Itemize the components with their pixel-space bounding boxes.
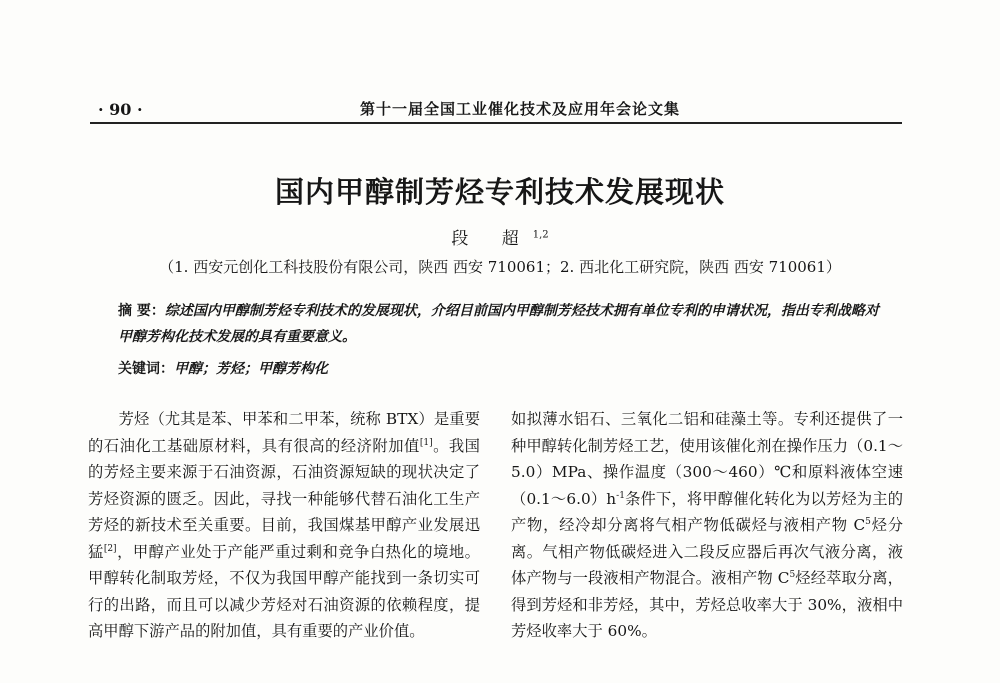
author-line xyxy=(0,224,1000,249)
abstract-text: 综述国内甲醇制芳烃专利技术的发展现状，介绍目前国内甲醇制芳烃技术拥有单位专利的申请状况，指出专利战略对甲醇芳构化技术发展的具有重要意义。 xyxy=(118,303,879,345)
abstract xyxy=(118,298,888,350)
keywords-label: 关键词： xyxy=(118,361,174,377)
running-header xyxy=(90,96,902,124)
body-column-left xyxy=(88,406,480,645)
keywords xyxy=(118,356,888,382)
citation: [2] xyxy=(103,543,117,554)
superscript: -1 xyxy=(616,490,625,501)
text-run: 芳烃（尤其是苯、甲苯和二甲苯，统称 BTX）是重要的石油化工基础原材料，具有很高的经济附加值 xyxy=(88,410,480,455)
author-affiliation-marks: 1,2 xyxy=(532,229,549,241)
text-run: 如拟薄水铝石、三氧化二铝和硅藻土等。专利还提供了一种甲醇转化制芳烃工艺，使用该催化剂在操作压力（0.1～5.0）MPa、操作温度（300～460）℃和原料液体空速（0.1～6.0）h xyxy=(511,410,903,508)
text-run: 。我国的芳烃主要来源于石油资源，石油资源短缺的现状决定了芳烃资源的匮乏。因此，寻找一种能够代替石油化工生产芳烃的新技术至关重要。目前，我国煤基甲醇产业发展迅猛 xyxy=(88,436,480,561)
citation: [1] xyxy=(419,437,433,448)
abstract-label: 摘 要： xyxy=(118,303,165,319)
superscript: 5 xyxy=(865,516,871,527)
text-run: 条件下，将甲醇催化转化为以芳烃为主的产物，经冷却分离将气相产物低碳烃与液相产物 C xyxy=(511,489,903,534)
superscript: 5 xyxy=(789,569,796,580)
page-number: · 90 · xyxy=(98,100,143,119)
text-run: 烃经萃取分离，得到芳烃和非芳烃，其中，芳烃总收率大于 30%，液相中芳烃收率大于 60%。 xyxy=(511,569,903,640)
affiliation: （1. 西安元创化工科技股份有限公司，陕西 西安 710061；2. 西北化工研究院，陕西 西安 710061） xyxy=(159,258,841,276)
author-name: 段 超 xyxy=(451,229,533,249)
text-run: ，甲醇产业处于产能严重过剩和竞争白热化的境地。甲醇转化制取芳烃，不仅为我国甲醇产能找到一条切实可行的出路，而且可以减少芳烃对石油资源的依赖程度，提高甲醇下游产品的附加值，具有重要的产业价值。 xyxy=(88,542,480,640)
paragraph xyxy=(88,406,480,645)
paper-title: 国内甲醇制芳烃专利技术发展现状 xyxy=(274,175,725,209)
journal-title: 第十一届全国工业催化技术及应用年会论文集 xyxy=(360,100,681,118)
text-run: 烃分离。气相产物低碳烃进入二段反应器后再次气液分离，液体产物与一段液相产物混合。液相产物 C xyxy=(511,516,903,587)
body-column-right xyxy=(511,406,903,645)
paragraph xyxy=(511,406,903,645)
keywords-text: 甲醇；芳烃；甲醇芳构化 xyxy=(174,361,328,377)
